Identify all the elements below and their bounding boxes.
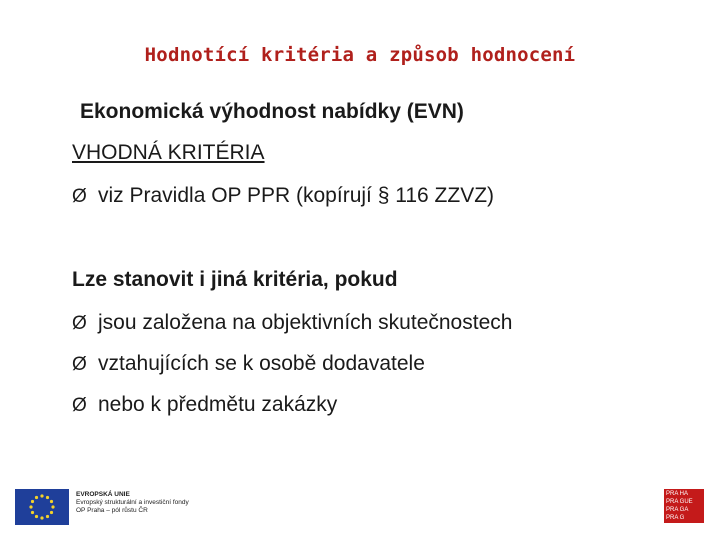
- slide-title: Hodnotící kritéria a způsob hodnocení: [144, 44, 576, 66]
- slide-subtitle: Ekonomická výhodnost nabídky (EVN): [80, 100, 464, 123]
- arrow-bullet-icon: Ø: [72, 354, 87, 375]
- bullet-item: [72, 184, 494, 208]
- arrow-bullet-icon: Ø: [72, 395, 87, 416]
- bullet-text: nebo k předmětu zakázky: [98, 393, 338, 416]
- praha-logo-line: PRA G: [666, 515, 685, 521]
- bullet-text: vztahujících se k osobě dodavatele: [98, 352, 425, 375]
- suitable-criteria-heading: VHODNÁ KRITÉRIA: [72, 141, 265, 164]
- eu-title: EVROPSKÁ UNIE: [76, 491, 130, 498]
- arrow-bullet-icon: Ø: [72, 313, 87, 334]
- bullet-text: viz Pravidla OP PPR (kopírují § 116 ZZVZ): [98, 184, 495, 207]
- praha-logo-line: PRA GUE: [666, 499, 693, 505]
- eu-flag-logo: [15, 489, 69, 525]
- arrow-bullet-icon: Ø: [72, 186, 87, 207]
- bullet-item: [72, 393, 337, 417]
- eu-logo-text: [76, 491, 189, 515]
- praha-logo: [664, 489, 704, 523]
- bullet-item: [72, 352, 425, 376]
- eu-stars-icon: [15, 489, 69, 525]
- praha-logo-line: PRA HA: [666, 491, 689, 497]
- bullet-text: jsou založena na objektivních skutečnostech: [98, 311, 513, 334]
- other-criteria-heading: Lze stanovit i jiná kritéria, pokud: [72, 268, 398, 291]
- bullet-item: [72, 311, 512, 335]
- eu-line-2: OP Praha – pól růstu ČR: [76, 507, 148, 514]
- eu-line-1: Evropský strukturální a investiční fondy: [76, 499, 189, 506]
- praha-logo-line: PRA GA: [666, 507, 689, 513]
